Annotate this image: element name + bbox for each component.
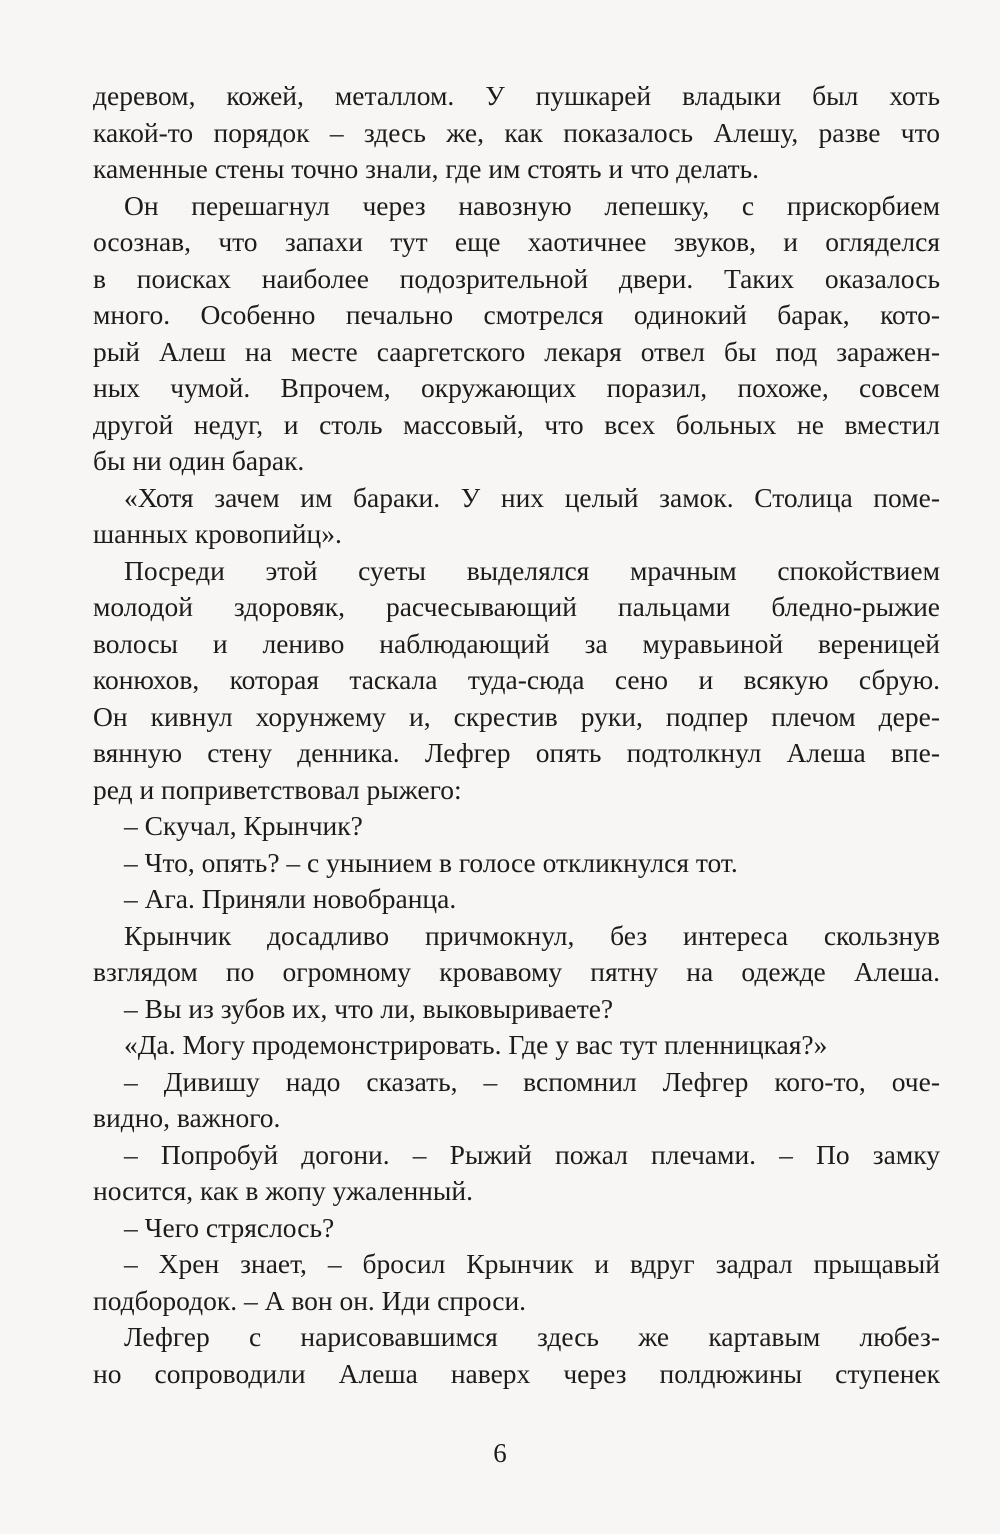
text-line: Он перешагнул через навозную лепешку, с прискорбием xyxy=(124,189,940,221)
text-line: – Чего стряслось? xyxy=(124,1211,335,1243)
text-line: ред и поприветствовал рыжего: xyxy=(93,773,462,805)
text-line: – Что, опять? – с унынием в голосе откликнулся тот. xyxy=(124,846,738,878)
text-line: – Вы из зубов их, что ли, выковыриваете? xyxy=(124,992,614,1024)
text-line: другой недуг, и столь массовый, что всех больных не вместил xyxy=(93,408,940,440)
text-line: вянную стену денника. Лефгер опять подтолкнул Алеша впе- xyxy=(93,737,940,768)
text-line: конюхов, которая таскала туда-сюда сено и всякую сбрую. xyxy=(93,664,940,695)
text-line: Лефгер с нарисовавшимся здесь же картавым любез- xyxy=(124,1321,940,1352)
text-line: осознав, что запахи тут еще хаотичнее звуков, и огляделся xyxy=(93,226,940,257)
text-line: ных чумой. Впрочем, окружающих поразил, похоже, совсем xyxy=(93,372,940,403)
text-line: – Хрен знает, – бросил Крынчик и вдруг задрал прыщавый xyxy=(124,1248,940,1279)
text-line: деревом, кожей, металлом. У пушкарей владыки был хоть xyxy=(93,80,940,111)
text-line: носится, как в жопу ужаленный. xyxy=(93,1175,473,1206)
page-number: 6 xyxy=(493,1438,507,1468)
text-line: какой-то порядок – здесь же, как показалось Алешу, разве что xyxy=(93,116,940,148)
text-line: много. Особенно печально смотрелся одинокий барак, кото- xyxy=(93,299,940,330)
text-line: «Да. Могу продемонстрировать. Где у вас тут пленницкая?» xyxy=(124,1029,828,1060)
text-line: Посреди этой суеты выделялся мрачным спокойствием xyxy=(124,554,940,586)
text-line: но сопроводили Алеша наверх через полдюжины ступенек xyxy=(93,1357,940,1389)
text-line: – Ага. Приняли новобранца. xyxy=(124,883,457,914)
text-line: волосы и лениво наблюдающий за муравьиной вереницей xyxy=(93,627,940,659)
text-line: взглядом по огромному кровавому пятну на одежде Алеша. xyxy=(93,956,940,987)
text-line: – Попробуй догони. – Рыжий пожал плечами. – По замку xyxy=(124,1138,940,1170)
text-line: бы ни один барак. xyxy=(93,445,305,476)
text-line: каменные стены точно знали, где им стоять и что делать. xyxy=(93,153,760,184)
text-line: – Скучал, Крынчик? xyxy=(124,810,363,841)
text-line: в поисках наиболее подозрительной двери. Таких оказалось xyxy=(93,262,940,294)
text-line: – Дивишу надо сказать, – вспомнил Лефгер кого-то, оче- xyxy=(124,1065,940,1097)
text-line: молодой здоровяк, расчесывающий пальцами бледно-рыжие xyxy=(93,591,940,622)
text-line: Он кивнул хорунжему и, скрестив руки, подпер плечом дере- xyxy=(93,700,940,732)
text-line: видно, важного. xyxy=(93,1102,281,1133)
text-line: «Хотя зачем им бараки. У них целый замок. Столица поме- xyxy=(124,481,940,513)
text-line: рый Алеш на месте сааргетского лекаря отвел бы под заражен- xyxy=(93,335,940,367)
text-line: шанных кровопийц». xyxy=(93,518,342,549)
text-line: подбородок. – А вон он. Иди спроси. xyxy=(93,1284,527,1316)
text-line: Крынчик досадливо причмокнул, без интереса скользнув xyxy=(124,919,940,951)
page-body-text xyxy=(93,78,940,1392)
